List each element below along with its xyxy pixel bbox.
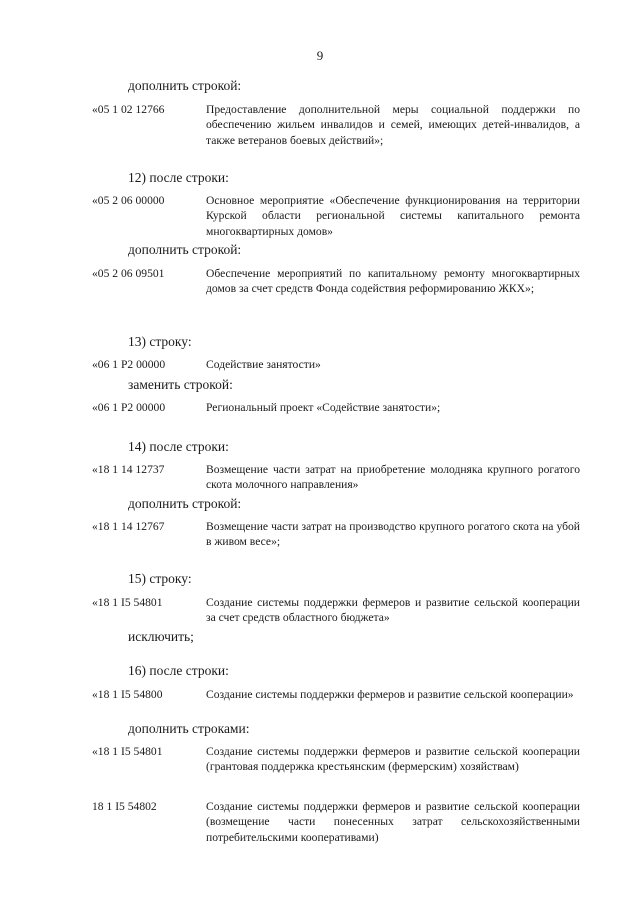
budget-code: «06 1 Р2 00000 xyxy=(92,358,166,371)
budget-code: «18 1 I5 54801 xyxy=(92,596,163,609)
line-description: Создание системы поддержки фермеров и развитие сельской кооперации за счет средств областного бюджета» xyxy=(206,596,580,625)
instruction-heading: дополнить строкой: xyxy=(128,242,242,257)
budget-code: 18 1 I5 54802 xyxy=(92,800,157,813)
budget-code: «05 2 06 00000 xyxy=(92,194,165,207)
line-description: Создание системы поддержки фермеров и развитие сельской кооперации» xyxy=(206,688,574,701)
instruction-heading: дополнить строкой: xyxy=(128,496,242,511)
budget-code: «05 1 02 12766 xyxy=(92,103,165,116)
budget-code: «18 1 I5 54801 xyxy=(92,745,163,758)
budget-code: «05 2 06 09501 xyxy=(92,267,165,280)
budget-code: «18 1 I5 54800 xyxy=(92,688,163,701)
instruction-heading: 12) после строки: xyxy=(128,170,229,185)
line-description: Создание системы поддержки фермеров и развитие сельской кооперации (грантовая поддержка крестьянским (фермерским) хозяйствам) xyxy=(206,745,580,774)
instruction-heading: заменить строкой: xyxy=(128,377,233,392)
budget-code: «06 1 Р2 00000 xyxy=(92,401,166,414)
instruction-heading: дополнить строкой: xyxy=(128,78,242,93)
line-description: Основное мероприятие «Обеспечение функционирования на территории Курской области региональной системы капитального ремонта многоквартирных домов» xyxy=(206,194,580,238)
page-number: 9 xyxy=(316,48,324,63)
line-description: Региональный проект «Содействие занятости»; xyxy=(206,401,441,414)
instruction-heading: 14) после строки: xyxy=(128,439,229,454)
line-description: Создание системы поддержки фермеров и развитие сельской кооперации (возмещение части понесенных затрат сельскохозяйственными потребительскими кооперативами) xyxy=(206,800,580,844)
line-description: Содействие занятости» xyxy=(206,358,321,371)
budget-code: «18 1 14 12737 xyxy=(92,463,165,476)
instruction-heading: исключить; xyxy=(128,629,194,644)
line-description: Обеспечение мероприятий по капитальному ремонту многоквартирных домов за счет средств Фонда содействия реформированию ЖКХ»; xyxy=(206,267,580,296)
line-description: Возмещение части затрат на производство крупного рогатого скота на убой в живом весе»; xyxy=(206,520,580,549)
instruction-heading: 13) строку: xyxy=(128,334,192,349)
instruction-heading: 16) после строки: xyxy=(128,663,229,678)
instruction-heading: дополнить строками: xyxy=(128,721,250,736)
line-description: Возмещение части затрат на приобретение молодняка крупного рогатого скота молочного направления» xyxy=(206,463,580,492)
instruction-heading: 15) строку: xyxy=(128,571,192,586)
line-description: Предоставление дополнительной меры социальной поддержки по обеспечению жильем инвалидов и семей, имеющих детей-инвалидов, а также ветеранов боевых действий»; xyxy=(206,103,580,147)
budget-code: «18 1 14 12767 xyxy=(92,520,165,533)
